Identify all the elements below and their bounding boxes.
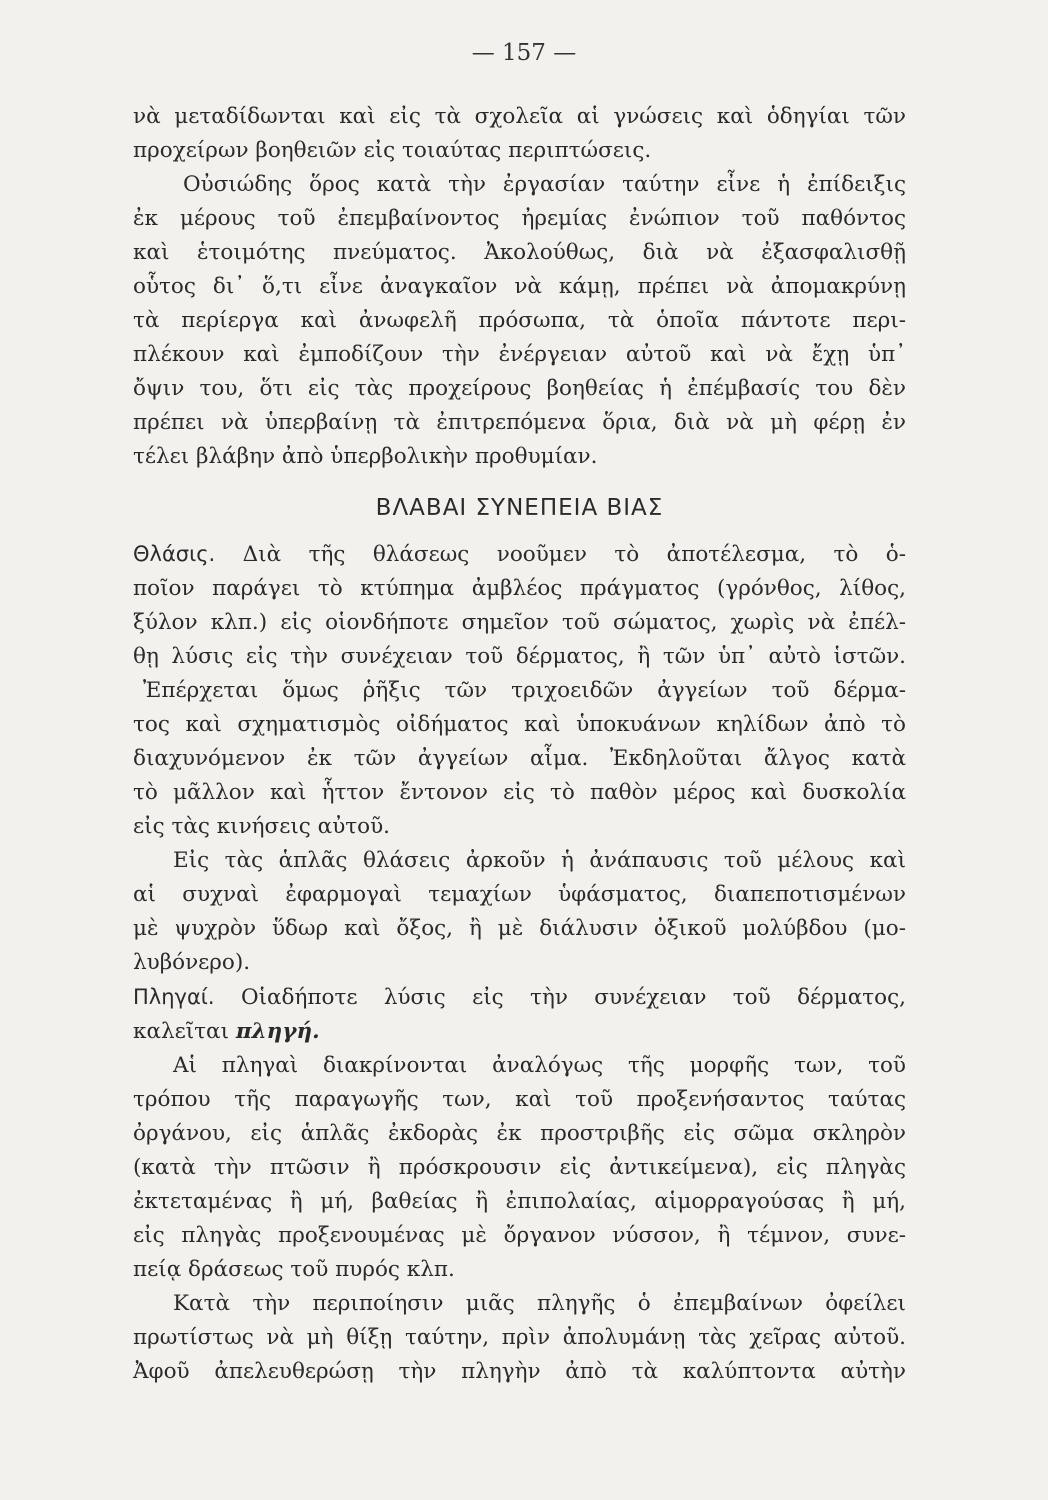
text-line: τὸ μᾶλλον καὶ ἧττον ἔντονον εἰς τὸ παθὸν μέρος καὶ δυσκολία (133, 780, 906, 805)
page-number: — 157 — (471, 40, 577, 66)
text-line: εἰς τὰς κινήσεις αὐτοῦ. (133, 814, 391, 839)
text-line: αἱ συχναὶ ἐφαρμογαὶ τεμαχίων ὑφάσματος, διαπεποτισμένων (133, 882, 906, 907)
text-line: θῃ λύσις εἰς τὴν συνέχειαν τοῦ δέρματος, ἢ τῶν ὑπ᾽ αὐτὸ ἱστῶν. (133, 644, 906, 669)
text-line: πείᾳ δράσεως τοῦ πυρός κλπ. (133, 1257, 455, 1282)
text-line: πρωτίστως νὰ μὴ θίξῃ ταύτην, πρὶν ἀπολυμάνῃ τὰς χεῖρας αὐτοῦ. (133, 1325, 906, 1350)
run-in-heading: Θλάσις. (133, 542, 216, 566)
text-line: καὶ ἑτοιμότης πνεύματος. Ἀκολούθως, διὰ νὰ ἐξασφαλισθῇ (133, 240, 906, 265)
text-line: ξύλον κλπ.) εἰς οἱονδήποτε σημεῖον τοῦ σώματος, χωρὶς νὰ ἐπέλ- (133, 610, 906, 635)
text-line: (κατὰ τὴν πτῶσιν ἢ πρόσκρουσιν εἰς ἀντικείμενα), εἰς πληγὰς (133, 1155, 906, 1180)
text-line: Αἱ πληγαὶ διακρίνονται ἀναλόγως τῆς μορφῆς των, τοῦ (173, 1053, 906, 1078)
section-heading: ΒΛΑΒΑΙ ΣΥΝΕΠΕΙΑ ΒΙΑΣ (375, 495, 664, 521)
text-line: πρέπει νὰ ὑπερβαίνῃ τὰ ἐπιτρεπόμενα ὅρια, διὰ νὰ μὴ φέρῃ ἐν (133, 410, 906, 435)
defined-term: πληγή. (235, 1019, 320, 1044)
text-line: τρόπου τῆς παραγωγῆς των, καὶ τοῦ προξενήσαντος ταύτας (133, 1087, 906, 1112)
text-line: νὰ μεταδίδωνται καὶ εἰς τὰ σχολεῖα αἱ γνώσεις καὶ ὁδηγίαι τῶν (133, 104, 906, 129)
text-line: ὄψιν του, ὅτι εἰς τὰς προχείρους βοηθείας ἡ ἐπέμβασίς του δὲν (133, 376, 906, 401)
text-span: Οἱαδήποτε λύσις εἰς τὴν συνέχειαν τοῦ δέρματος, (214, 985, 906, 1010)
text-line: Οὐσιώδης ὅρος κατὰ τὴν ἐργασίαν ταύτην εἶνε ἡ ἐπίδειξις (183, 172, 906, 197)
text-line: Ἐπέρχεται ὅμως ῥῆξις τῶν τριχοειδῶν ἀγγείων τοῦ δέρμα- (143, 678, 906, 703)
text-line: ἐκτεταμένας ἢ μή, βαθείας ἢ ἐπιπολαίας, αἱμορραγούσας ἢ μή, (133, 1189, 906, 1214)
text-line: Κατὰ τὴν περιποίησιν μιᾶς πληγῆς ὁ ἐπεμβαίνων ὀφείλει (173, 1291, 906, 1316)
text-line (133, 1015, 906, 1049)
text-line: τος καὶ σχηματισμὸς οἰδήματος καὶ ὑποκυάνων κηλίδων ἀπὸ τὸ (133, 712, 906, 737)
text-line: τέλει βλάβην ἀπὸ ὑπερβολικὴν προθυμίαν. (133, 444, 598, 469)
text-line: πλέκουν καὶ ἐμποδίζουν τὴν ἐνέργειαν αὐτοῦ καὶ νὰ ἔχῃ ὑπ᾽ (133, 342, 906, 367)
text-span: Διὰ τῆς θλάσεως νοοῦμεν τὸ ἀποτέλεσμα, τὸ ὁ- (215, 542, 906, 567)
text-line: ποῖον παράγει τὸ κτύπημα ἀμβλέος πράγματος (γρόνθος, λίθος, (133, 576, 906, 601)
text-line: οὗτος δι᾽ ὅ,τι εἶνε ἀναγκαῖον νὰ κάμῃ, πρέπει νὰ ἀπομακρύνῃ (133, 274, 906, 299)
text-line: λυβόνερο). (133, 950, 251, 975)
text-line: προχείρων βοηθειῶν εἰς τοιαύτας περιπτώσεις. (133, 138, 652, 163)
text-line: ὀργάνου, εἰς ἁπλᾶς ἐκδορὰς ἐκ προστριβῆς εἰς σῶμα σκληρὸν (133, 1121, 906, 1146)
text-line: Εἰς τὰς ἁπλᾶς θλάσεις ἀρκοῦν ἡ ἀνάπαυσις τοῦ μέλους καὶ (173, 848, 906, 873)
text-line (133, 980, 906, 1015)
run-in-heading: Πληγαί. (133, 985, 215, 1009)
page-text (133, 100, 906, 1389)
text-line: διαχυνόμενον ἐκ τῶν ἀγγείων αἷμα. Ἐκδηλοῦται ἄλγος κατὰ (133, 746, 906, 771)
text-line: Ἀφοῦ ἀπελευθερώσῃ τὴν πληγὴν ἀπὸ τὰ καλύπτοντα αὐτὴν (133, 1359, 906, 1384)
text-line: εἰς πληγὰς προξενουμένας μὲ ὄργανον νύσσον, ἢ τέμνον, συνε- (133, 1223, 906, 1248)
text-line (133, 537, 906, 572)
text-line: μὲ ψυχρὸν ὕδωρ καὶ ὄξος, ἢ μὲ διάλυσιν ὀξικοῦ μολύβδου (μο- (133, 916, 906, 941)
text-line: ἐκ μέρους τοῦ ἐπεμβαίνοντος ἠρεμίας ἐνώπιον τοῦ παθόντος (133, 206, 906, 231)
text-line: τὰ περίεργα καὶ ἀνωφελῆ πρόσωπα, τὰ ὁποῖα πάντοτε περι- (133, 308, 906, 333)
text-span: καλεῖται (133, 1019, 236, 1044)
